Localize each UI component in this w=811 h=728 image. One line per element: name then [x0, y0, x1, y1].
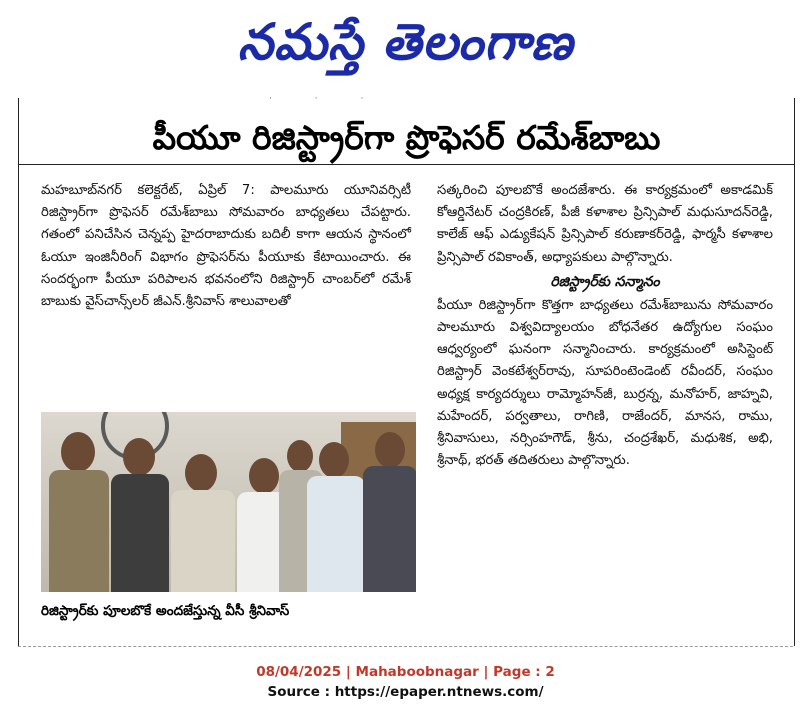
- left-column-text: మహబూబ్‌నగర్ కలెక్టరేట్, ఏప్రిల్ 7: పాలమూరు యూనివర్సిటీ రిజిస్ట్రార్‌గా ప్రొఫెసర్ రమేశ్‌బాబు సోమవారం బాధ్యతలు చేపట్టారు. గతంలో పనిచేసిన చెన్నప్ప హైదరాబాదుకు బదిలీ కాగా ఆయన స్థానంలో ఓయూ ఇంజినీరింగ్ విభాగం ప్రొఫెసర్‌ను పీయూకు కేటాయించారు. ఈ సందర్భంగా పీయూ పరిపాలన భవనంలోని రిజిస్ట్రార్ చాంబర్‌లో రమేశ్ బాబుకు వైస్‌చాన్స్‌లర్ జీఎన్.శ్రీనివాస్ శాలువాలతో: [41, 183, 411, 310]
- right-column-text-1: సత్కరించి పూలబొకే అందజేశారు. ఈ కార్యక్రమంలో అకాడమిక్ కోఆర్డినేటర్ చంద్రకిరణ్, పీజీ కళాశాల ప్రిన్సిపాల్ మధుసూదన్‌రెడ్డి, కాలేజ్ ఆఫ్ ఎడ్యుకేషన్ ప్రిన్సిపాల్ కరుణాకర్‌రెడ్డి, ఫార్మసీ కళాశాల ప్రిన్సిపాల్ రవికాంత్, అధ్యాపకులు పాల్గొన్నారు.: [437, 183, 773, 265]
- clipping-top-marks: · · ·: [269, 94, 384, 104]
- news-clipping: [18, 94, 795, 646]
- article-left-column: [41, 180, 411, 313]
- article-right-column: [437, 180, 773, 472]
- source-footer: [0, 662, 811, 702]
- article-photo: [41, 412, 416, 592]
- source-link[interactable]: Source : https://epaper.ntnews.com/: [267, 684, 544, 700]
- newspaper-masthead: నమస్తే తెలంగాణ: [237, 13, 574, 71]
- article-headline: పీయూ రిజిస్ట్రార్‌గా ప్రొఫెసర్ రమేశ్‌బాబు: [19, 112, 794, 165]
- clipping-bottom-edge: [18, 646, 793, 653]
- article-subheading: రిజిస్ట్రార్‌కు సన్మానం: [550, 273, 660, 290]
- photo-caption: రిజిస్ట్రార్‌కు పూలబొకే అందజేస్తున్న వీసీ శ్రీనివాస్: [41, 603, 290, 619]
- edition-meta: 08/04/2025 | Mahaboobnagar | Page : 2: [256, 664, 555, 680]
- right-column-text-2: పీయూ రిజిస్ట్రార్‌గా కొత్తగా బాధ్యతలు రమేశ్‌బాబును సోమవారం పాలమూరు విశ్వవిద్యాలయం బోధనేతర ఉద్యోగుల సంఘం ఆధ్వర్యంలో ఘనంగా సన్మానించారు. కార్యక్రమంలో అసిస్టెంట్ రిజిస్ట్రార్ వెంకటేశ్వర్‌రావు, సూపరింటెండెంట్ రవీందర్, సంఘం అధ్యక్ష కార్యదర్శులు రామ్మోహన్‌జీ, బుర్రన్న, మనోహర్, జాహ్నవి, మహేందర్, పర్వతాలు, రాగిణి, రాజేందర్, మానస, రాము, శ్రీనివాసులు, నర్సింహగౌడ్, శ్రీను, చంద్రశేఖర్, మధుశిక, అభి, శ్రీనాథ్, భరత్ తదితరులు పాల్గొన్నారు.: [437, 297, 773, 469]
